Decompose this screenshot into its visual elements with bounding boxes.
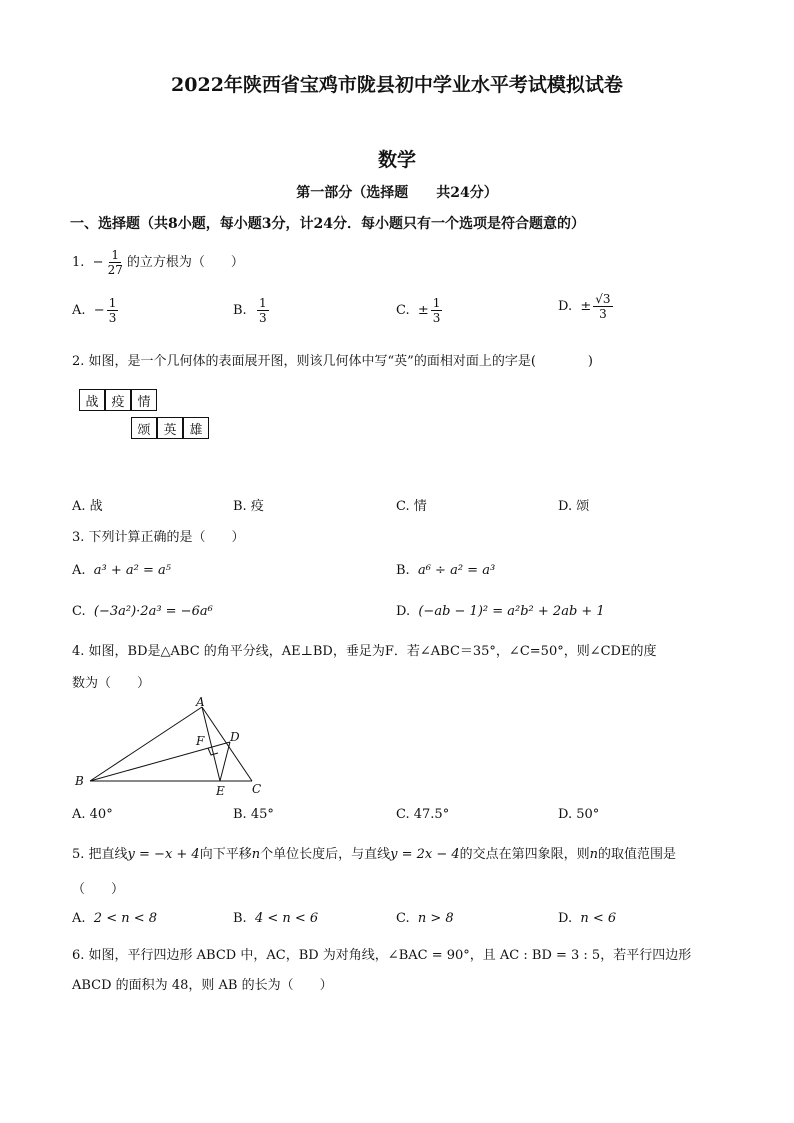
question-5-option-c: C. n > 8 [396, 911, 454, 926]
subject-heading: 数学 [377, 149, 416, 171]
label-d: D [230, 730, 240, 744]
question-2-stem: 2. 如图，是一个几何体的表面展开图，则该几何体中写“英”的面相对面上的字是( ) [72, 354, 593, 369]
question-2-option-c: C. 情 [396, 499, 427, 514]
segment-de [220, 742, 230, 781]
question-1-number: 1. [72, 255, 85, 270]
question-5-stem: 5. 把直线y = −x + 4向下平移n个单位长度后，与直线y = 2x − 4的交点在第四象限，则n的取值范围是 [72, 847, 677, 862]
net-cell: 颂 [131, 417, 157, 439]
question-3-option-d: D. (−ab − 1)² = a²b² + 2ab + 1 [396, 604, 605, 619]
label-c: C [252, 782, 262, 796]
side-ac [202, 707, 252, 781]
bisector-bd [90, 742, 230, 781]
question-4-stem-line2: 数为（ ） [72, 676, 151, 691]
section-heading: 一、选择题（共8小题，每小题3分，计24分．每小题只有一个选项是符合题意的） [70, 216, 585, 232]
question-3-stem: 3. 下列计算正确的是（ ） [72, 530, 245, 545]
question-5-stem-line2: （ ） [72, 882, 125, 897]
question-1-stem: 的立方根为（ ） [126, 255, 244, 270]
question-2-option-b: B. 疫 [233, 499, 264, 514]
question-3-option-c: C. (−3a²)·2a³ = −6a⁶ [72, 604, 213, 619]
side-ab [90, 707, 202, 781]
question-2-option-d: D. 颂 [558, 499, 590, 514]
part-heading: 第一部分（选择题 共24分） [296, 185, 498, 201]
question-3-option-b: B. a⁶ ÷ a² = a³ [396, 563, 496, 578]
net-cell: 英 [157, 417, 183, 439]
net-cell: 疫 [105, 389, 131, 411]
triangle-figure [70, 695, 280, 800]
question-1-option-a: A. − $\frac{1}{3}$ [72, 296, 117, 325]
question-5-option-d: D. n < 6 [558, 911, 617, 926]
label-a: A [196, 695, 205, 709]
question-1-option-b: B. $\frac{1}{3}$ [233, 296, 267, 325]
question-2-option-a: A. 战 [72, 499, 103, 514]
question-6-line2: ABCD 的面积为 48，则 AB 的长为（ ） [72, 978, 333, 993]
segment-ae [202, 707, 220, 781]
label-e: E [216, 784, 225, 798]
net-cell: 雄 [183, 417, 209, 439]
question-4-option-b: B. 45° [233, 807, 274, 822]
question-1-fraction: $\frac{1}{27}$ [107, 248, 123, 277]
question-4-stem-line1: 4. 如图，BD是△ABC 的角平分线，AE⊥BD，垂足为F．若∠ABC＝35°，∠C=50°，则∠CDE的度 [72, 644, 657, 659]
question-5-option-b: B. 4 < n < 6 [233, 911, 319, 926]
net-cell: 战 [79, 389, 105, 411]
question-4-option-c: C. 47.5° [396, 807, 450, 822]
net-cell: 情 [131, 389, 157, 411]
question-1: 1. − $\frac{1}{27}$ 的立方根为（ ） [72, 248, 244, 277]
question-1-option-c: C. ± $\frac{1}{3}$ [396, 296, 441, 325]
label-b: B [75, 774, 84, 788]
question-3-option-a: A. a³ + a² = a⁵ [72, 563, 171, 578]
label-f: F [196, 734, 205, 748]
exam-title: 2022年陕西省宝鸡市陇县初中学业水平考试模拟试卷 [171, 74, 623, 96]
question-1-option-d: D. ± $\frac{√3}{3}$ [558, 292, 611, 321]
question-4-option-a: A. 40° [72, 807, 113, 822]
question-5-option-a: A. 2 < n < 8 [72, 911, 158, 926]
question-6-line1: 6. 如图，平行四边形 ABCD 中，AC，BD 为对角线，∠BAC = 90°，且 AC : BD = 3 : 5，若平行四边形 [72, 948, 692, 963]
question-4-option-d: D. 50° [558, 807, 600, 822]
